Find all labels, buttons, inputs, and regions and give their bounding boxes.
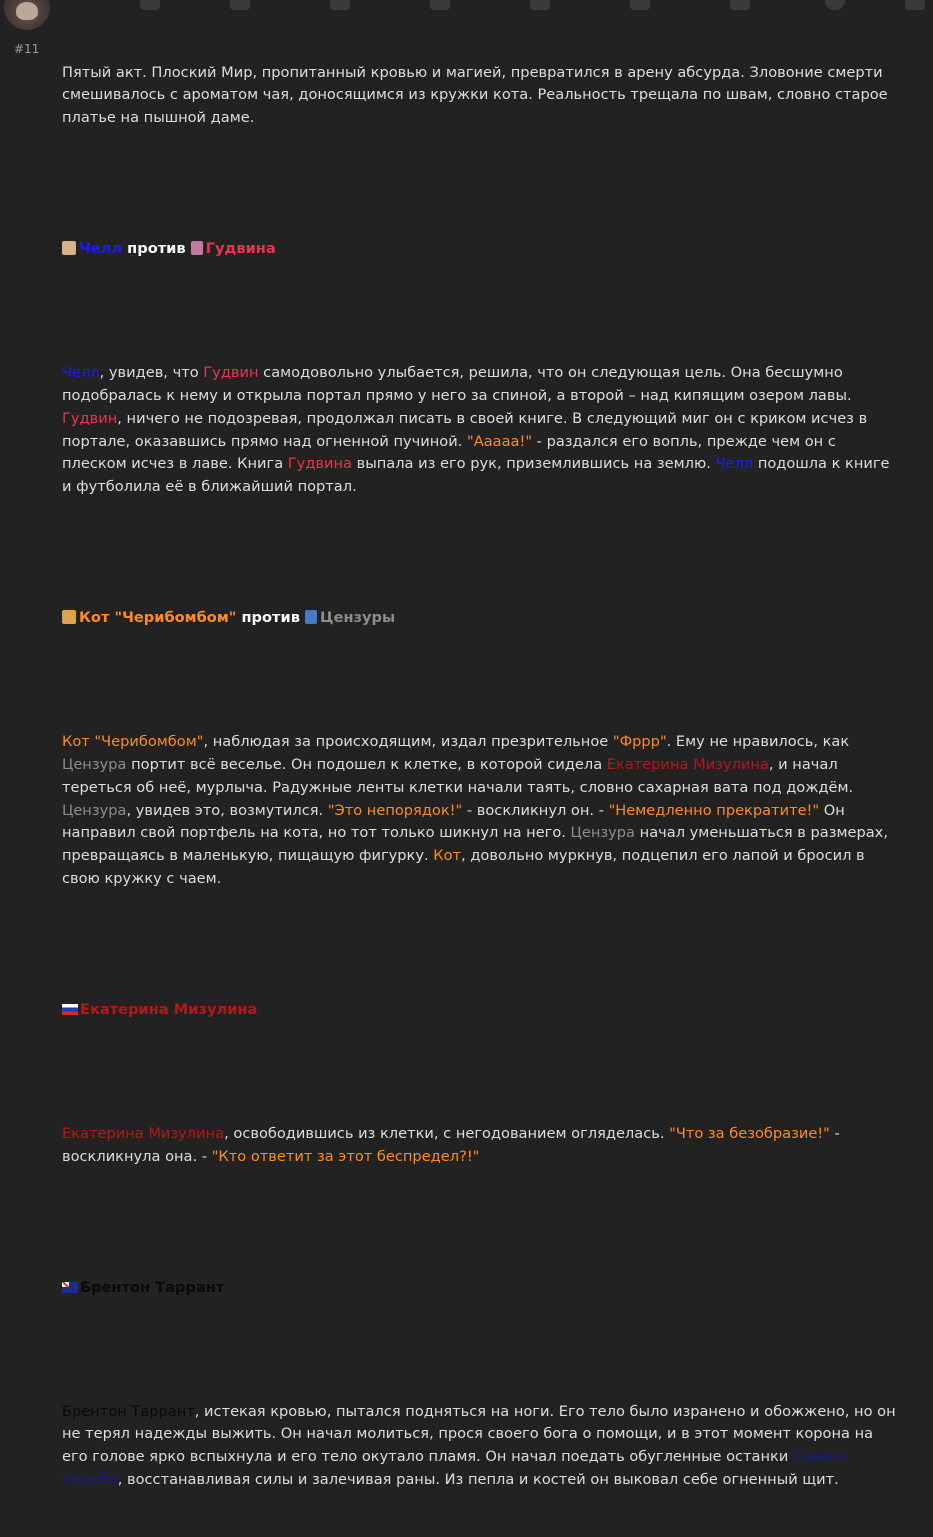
character-name: Брентон Таррант	[62, 1402, 195, 1420]
quote: "Кто ответит за этот беспредел?!"	[211, 1147, 480, 1165]
russia-flag-icon	[62, 1004, 78, 1015]
character-name: Челл	[79, 240, 123, 258]
versus-label: против	[127, 240, 186, 258]
tool-icon[interactable]	[905, 0, 925, 10]
character-name: Челл	[62, 364, 100, 382]
quote: "Ааааа!"	[467, 432, 533, 450]
character-name: Челл	[715, 455, 754, 473]
message-content	[62, 16, 897, 1537]
character-name: Гудвина	[287, 455, 352, 473]
intro-paragraph: Пятый акт. Плоский Мир, пропитанный кровью и магией, превратился в арену абсурда. Зловоние смерти смешивалось с ароматом чая, доносящимся из кружки кота. Реальность трещала по швам, словно старое платье на пышной даме.	[62, 63, 888, 127]
character-name: Цензуры	[320, 609, 396, 627]
pen-emoji-icon	[191, 241, 203, 255]
quote: "Немедленно прекратите!"	[608, 801, 820, 819]
character-name: Синего Черепа	[62, 1448, 848, 1489]
avatar-face	[16, 2, 38, 20]
character-name: Цензура	[62, 801, 127, 819]
character-name: Цензура	[62, 755, 127, 773]
tool-icon[interactable]	[140, 0, 160, 10]
character-name: Кот	[433, 847, 462, 865]
tool-icon[interactable]	[330, 0, 350, 10]
target-icon[interactable]	[825, 0, 845, 10]
scientist-emoji-icon	[62, 241, 76, 255]
character-name: Кот "Черибомбом"	[62, 733, 204, 751]
character-name: Цензура	[570, 824, 636, 842]
quote: "Фррр"	[612, 733, 667, 751]
jeans-emoji-icon	[305, 610, 317, 624]
tool-icon[interactable]	[730, 0, 750, 10]
versus-label: против	[241, 609, 300, 627]
paragraph-cat: Кот "Черибомбом", наблюдая за происходящим, издал презрительное "Фррр". Ему не нравилось, как Цензура портит всё веселье. Он подошел к клетке, в которой сидела Екатерина Мизулина, и начал тереться об неё, мурлыча. Радужные ленты клетки начали таять, словно сахарная вата под дождём. Цензура, увидев это, возмутился. "Это непорядок!" - воскликнул он. - "Немедленно прекратите!" Он направил свой портфель на кота, но тот только шикнул на него. Цензура начал уменьшаться в размерах, превращаясь в маленькую, пищащую фигурку. Кот, довольно муркнув, подцепил его лапой и бросил в свою кружку с чаем.	[62, 733, 888, 887]
avatar[interactable]	[4, 0, 50, 30]
cat-emoji-icon	[62, 610, 76, 624]
paragraph-chell: Челл, увидев, что Гудвин самодовольно улыбается, решила, что он следующая цель. Она бесшумно подобралась к нему и открыла портал прямо у него за спиной, а второй – над кипящим озером лавы. Гудвин, ничего не подозревая, продолжал писать в своей книге. В следующий миг он с криком исчез в портале, оказавшись прямо над огненной пучиной. "Ааааа!" - раздался его вопль, прежде чем он с плеском исчез в лаве. Книга Гудвина выпала из его рук, приземлившись на землю. Челл подошла к книге и футболила её в ближайший портал.	[62, 364, 890, 496]
message-number: #11	[14, 42, 40, 56]
character-name: Брентон Таррант	[80, 1278, 225, 1296]
top-toolbar	[0, 0, 933, 10]
character-name: Кот "Черибомбом"	[79, 609, 237, 627]
tool-icon[interactable]	[230, 0, 250, 10]
section-heading-mizulina	[62, 999, 897, 1022]
tool-icon[interactable]	[530, 0, 550, 10]
character-name: Екатерина Мизулина	[606, 755, 769, 773]
section-heading-tarrant	[62, 1277, 897, 1300]
character-name: Екатерина Мизулина	[62, 1124, 225, 1142]
paragraph-mizulina: Екатерина Мизулина, освободившись из клетки, с негодованием огляделась. "Что за безобразие!" - воскликнула она. - "Кто ответит за этот беспредел?!"	[62, 1124, 840, 1165]
section-heading-cat-vs-censorship	[62, 607, 897, 630]
character-name: Гудвин	[62, 409, 118, 427]
tool-icon[interactable]	[630, 0, 650, 10]
quote: "Это непорядок!"	[327, 801, 463, 819]
quote: "Что за безобразие!"	[669, 1124, 830, 1142]
section-heading-chell-vs-goodwin	[62, 238, 897, 261]
character-name: Екатерина Мизулина	[80, 1000, 258, 1018]
tool-icon[interactable]	[430, 0, 450, 10]
character-name: Гудвина	[205, 240, 276, 258]
paragraph-tarrant: Брентон Таррант, истекая кровью, пытался подняться на ноги. Его тело было изранено и обожжено, но он не терял надежды выжить. Он начал молиться, прося своего бога о помощи, и в этот момент корона на его голове ярко вспыхнула и его тело окутало пламя. Он начал поедать обугленные останки Синего Черепа, восстанавливая силы и залечивая раны. Из пепла и костей он выковал себе огненный щит.	[62, 1402, 896, 1489]
australia-flag-icon	[62, 1282, 78, 1293]
character-name: Гудвин	[203, 364, 259, 382]
